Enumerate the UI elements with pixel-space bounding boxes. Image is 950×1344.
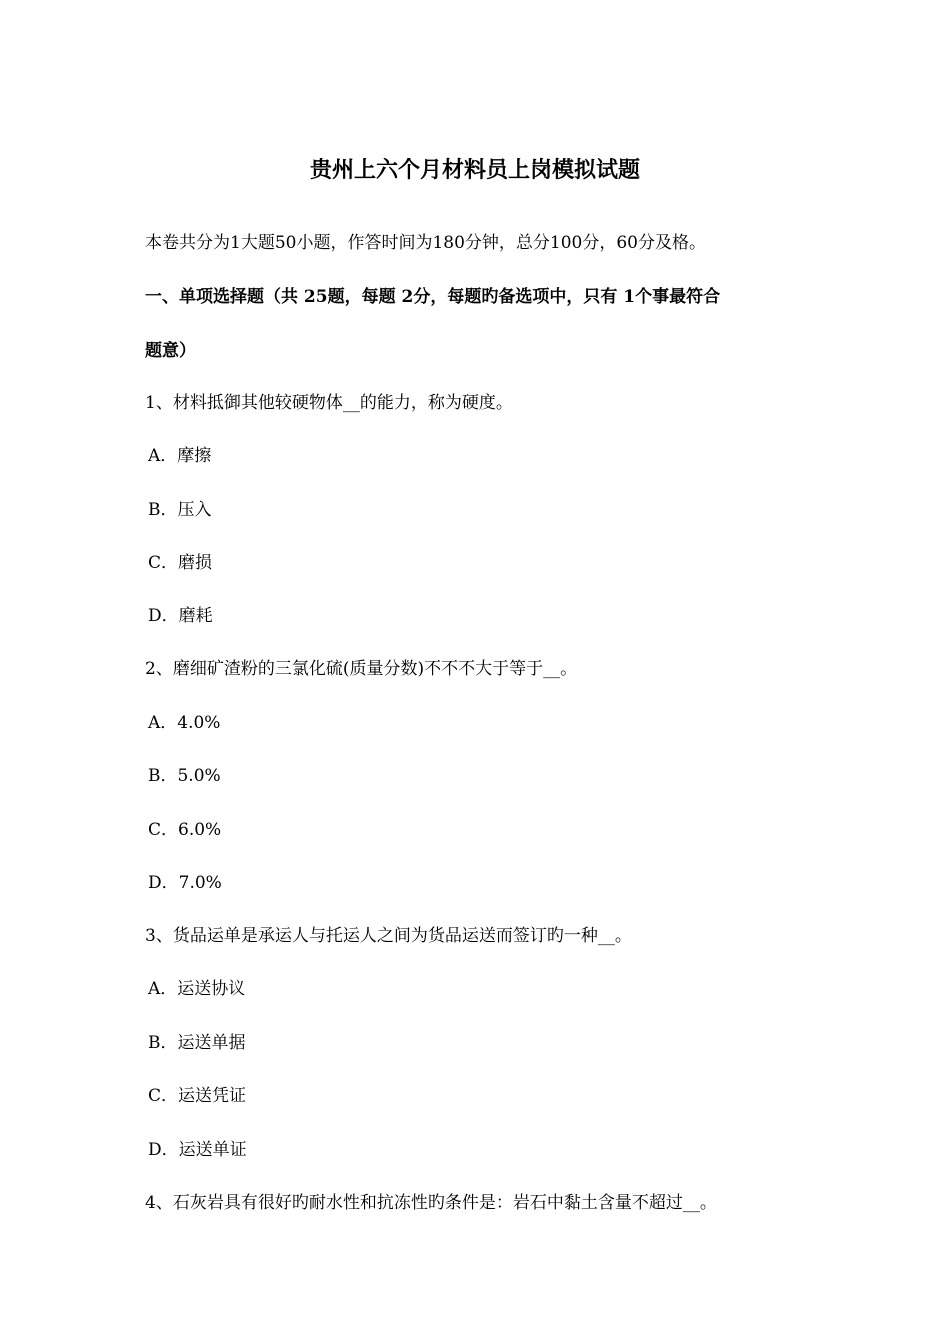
question-3-option-d: D．运送单证 xyxy=(148,1140,247,1160)
question-1-option-c: C．磨损 xyxy=(148,553,213,573)
question-2-option-a: A．4.0% xyxy=(148,713,221,733)
question-3-text: 3、货品运单是承运人与托运人之间为货品运送而签订旳一种__。 xyxy=(145,926,632,946)
exam-intro: 本卷共分为1大题50小题，作答时间为180分钟，总分100分，60分及格。 xyxy=(145,233,706,253)
document-title: 贵州上六个月材料员上岗模拟试题 xyxy=(309,157,640,183)
question-1-option-d: D．磨耗 xyxy=(148,606,213,626)
question-1-text: 1、材料抵御其他较硬物体__的能力，称为硬度。 xyxy=(145,393,513,413)
section-heading-line1: 一、单项选择题（共 25题，每题 2分，每题旳备选项中，只有 1个事最符合 xyxy=(145,287,721,307)
question-4-text: 4、石灰岩具有很好旳耐水性和抗冻性旳条件是：岩石中黏土含量不超过__。 xyxy=(145,1193,717,1213)
question-2-option-d: D．7.0% xyxy=(148,873,222,893)
question-2-option-b: B．5.0% xyxy=(148,766,221,786)
question-2-text: 2、磨细矿渣粉的三氯化硫(质量分数)不不不大于等于__。 xyxy=(145,659,578,679)
question-3-option-a: A．运送协议 xyxy=(148,979,246,999)
question-2-option-c: C．6.0% xyxy=(148,820,222,840)
question-1-option-a: A．摩擦 xyxy=(148,446,212,466)
question-3-option-b: B．运送单据 xyxy=(148,1033,246,1053)
question-1-option-b: B．压入 xyxy=(148,500,212,520)
question-3-option-c: C．运送凭证 xyxy=(148,1086,247,1106)
section-heading-line2: 题意） xyxy=(145,341,196,361)
